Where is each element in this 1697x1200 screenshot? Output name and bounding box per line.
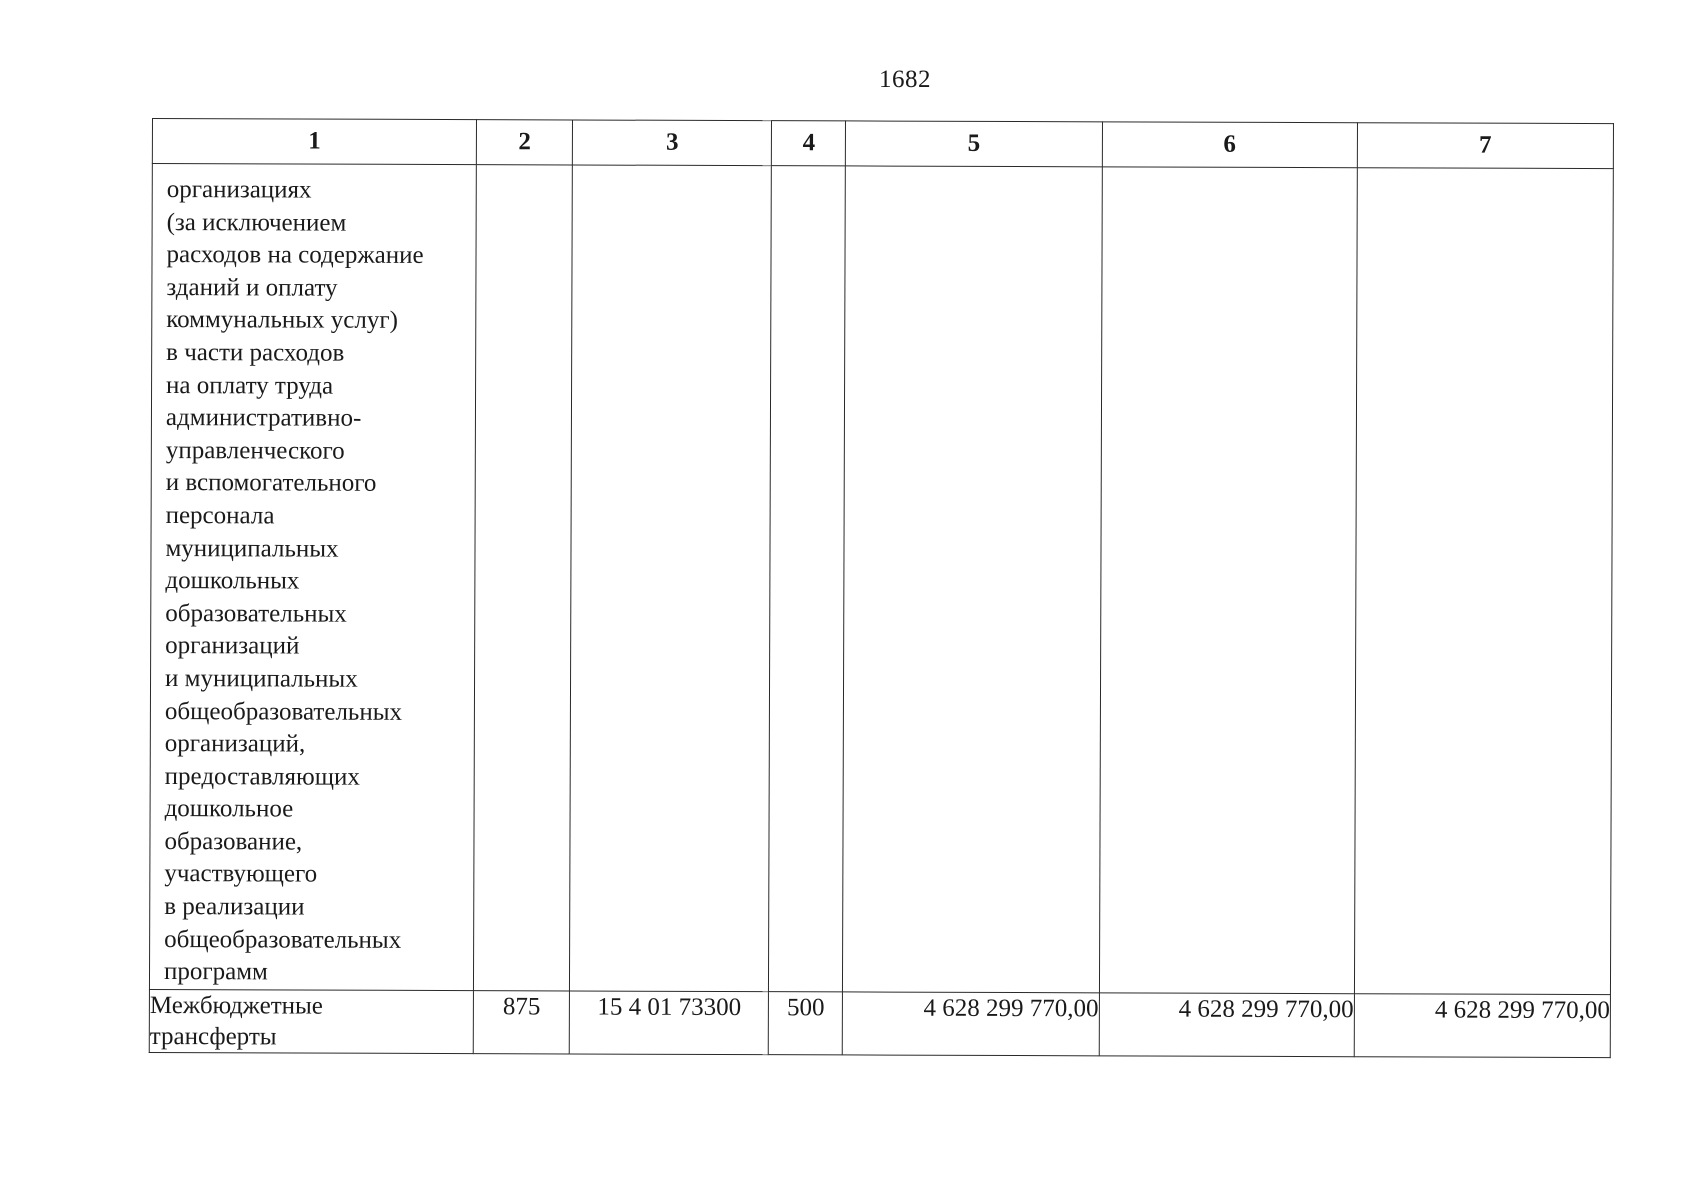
empty-cell bbox=[1354, 168, 1613, 995]
description-line: образование, bbox=[164, 827, 303, 856]
description-line: коммунальных услуг) bbox=[166, 306, 399, 335]
description-text bbox=[150, 164, 476, 990]
amount-col6-cell: 4 628 299 770,00 bbox=[1099, 993, 1354, 1057]
amount-col7-cell: 4 628 299 770,00 bbox=[1354, 994, 1610, 1058]
description-line: в реализации bbox=[164, 893, 305, 921]
table-row bbox=[149, 989, 1610, 1057]
description-line: на оплату труда bbox=[166, 371, 334, 400]
expense-type-cell: 500 bbox=[769, 992, 843, 1055]
description-line: и вспомогательного bbox=[165, 469, 377, 498]
description-line: участвующего bbox=[164, 860, 318, 889]
header-col-6: 6 bbox=[1102, 122, 1357, 168]
description-line: предоставляющих bbox=[164, 762, 360, 791]
description-line: административно- bbox=[165, 404, 362, 432]
empty-cell bbox=[769, 166, 846, 992]
description-line: образовательных bbox=[165, 599, 347, 628]
description-line: и муниципальных bbox=[164, 664, 358, 693]
row-name-line: Межбюджетные bbox=[149, 991, 323, 1020]
description-line: дошкольных bbox=[165, 567, 300, 595]
description-line: управленческого bbox=[165, 436, 345, 465]
description-line: муниципальных bbox=[165, 534, 339, 563]
header-col-1: 1 bbox=[152, 119, 476, 165]
description-line: организаций, bbox=[164, 730, 306, 758]
ministry-code-cell: 875 bbox=[473, 990, 569, 1053]
description-line: (за исключением bbox=[166, 208, 347, 237]
row-name-cell bbox=[149, 989, 473, 1053]
budget-table bbox=[149, 118, 1614, 1058]
empty-cell bbox=[1099, 167, 1357, 994]
empty-cell bbox=[474, 165, 573, 991]
description-cell bbox=[149, 164, 476, 991]
header-col-5: 5 bbox=[846, 121, 1102, 167]
empty-cell bbox=[570, 165, 772, 992]
table-row-description bbox=[149, 164, 1613, 995]
header-col-3: 3 bbox=[573, 120, 772, 166]
description-line: расходов на содержание bbox=[166, 241, 424, 270]
page-number: 1682 bbox=[879, 66, 931, 93]
empty-cell bbox=[843, 166, 1102, 993]
description-line: зданий и оплату bbox=[166, 273, 338, 302]
row-name-line: трансферты bbox=[149, 1022, 277, 1051]
header-row bbox=[152, 119, 1613, 169]
description-line: общеобразовательных bbox=[164, 697, 403, 726]
description-line: в части расходов bbox=[166, 339, 345, 367]
header-col-7: 7 bbox=[1357, 123, 1613, 169]
header-col-4: 4 bbox=[772, 121, 846, 166]
description-line: дошкольное bbox=[164, 795, 294, 823]
table-header bbox=[152, 119, 1613, 169]
header-col-2: 2 bbox=[477, 120, 573, 165]
description-line: организаций bbox=[165, 632, 300, 660]
description-line: организациях bbox=[166, 176, 312, 204]
description-line: общеобразовательных bbox=[164, 925, 402, 954]
description-line: персонала bbox=[165, 501, 275, 530]
description-line: программ bbox=[163, 958, 268, 986]
target-code-cell: 15 4 01 73300 bbox=[570, 991, 769, 1055]
amount-col5-cell: 4 628 299 770,00 bbox=[843, 992, 1099, 1056]
